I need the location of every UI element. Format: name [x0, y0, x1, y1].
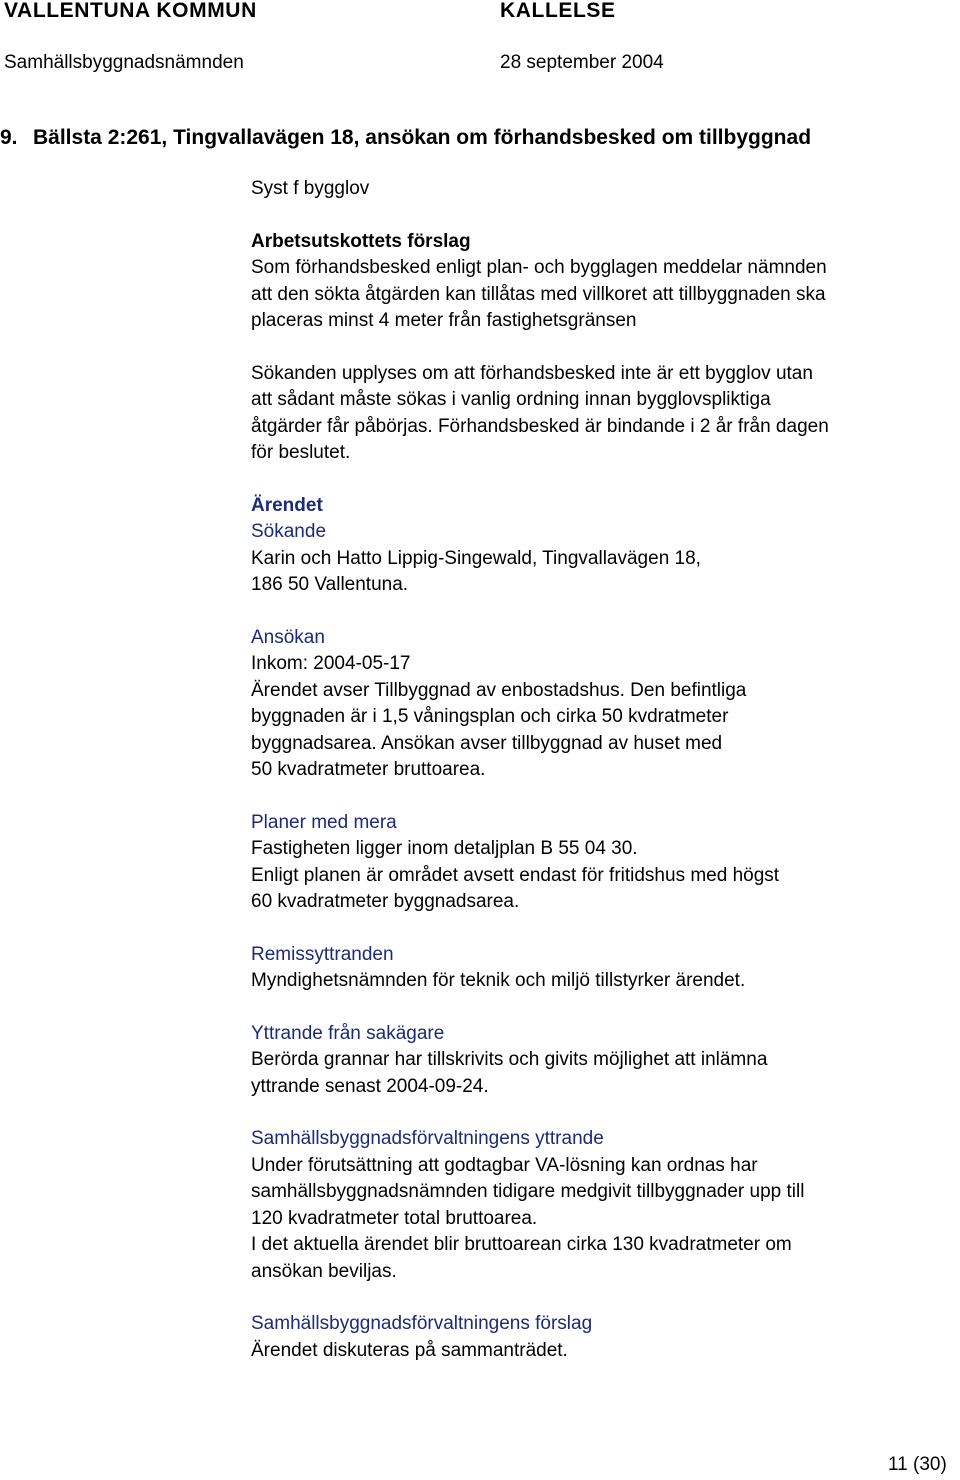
plans-line: 60 kvadratmeter byggnadsarea. — [251, 891, 520, 912]
admin-statement-line: samhällsbyggnadsnämnden tidigare medgivit tillbyggnader upp till — [251, 1181, 805, 1202]
header-organization: VALLENTUNA KOMMUN — [4, 0, 257, 22]
item-title: Bällsta 2:261, Tingvallavägen 18, ansökan om förhandsbesked om tillbyggnad — [33, 126, 812, 149]
proposal-heading: Arbetsutskottets förslag — [251, 230, 471, 252]
application-line: Ärendet avser Tillbyggnad av enbostadshus. Den befintliga — [251, 679, 747, 701]
neighbours-line: yttrande senast 2004-09-24. — [251, 1075, 489, 1097]
item-body — [251, 176, 951, 1364]
neighbours-line: Berörda grannar har tillskrivits och givits möjlighet att inlämna — [251, 1049, 768, 1070]
proposal-line: placeras minst 4 meter från fastighetsgränsen — [251, 310, 637, 331]
handler: Syst f bygglov — [251, 178, 370, 199]
application-line: byggnaden är i 1,5 våningsplan och cirka 50 kvdratmeter — [251, 706, 729, 727]
admin-statement-line: 120 kvadratmeter total bruttoarea. — [251, 1207, 538, 1229]
proposal-info-line: att sådant måste sökas i vanlig ordning innan bygglovspliktiga — [251, 389, 771, 410]
application-line: byggnadsarea. Ansökan avser tillbyggnad av huset med — [251, 732, 723, 754]
application-label: Ansökan — [251, 626, 325, 648]
matter-heading: Ärendet — [251, 494, 323, 516]
proposal-line: Som förhandsbesked enligt plan- och bygglagen meddelar nämnden — [251, 257, 827, 278]
applicant-line: 186 50 Vallentuna. — [251, 574, 409, 595]
application-line: Inkom: 2004-05-17 — [251, 653, 411, 674]
plans-line: Enligt planen är området avsett endast för fritidshus med högst — [251, 864, 780, 886]
application-line: 50 kvadratmeter bruttoarea. — [251, 759, 486, 780]
admin-statement-line: ansökan beviljas. — [251, 1260, 397, 1282]
neighbours-label: Yttrande från sakägare — [251, 1022, 445, 1044]
plans-line: Fastigheten ligger inom detaljplan B 55 04 30. — [251, 838, 638, 859]
page-number: 11 (30) — [888, 1454, 947, 1475]
admin-statement-line: Under förutsättning att godtagbar VA-lösning kan ordnas har — [251, 1154, 758, 1176]
admin-proposal-line: Ärendet diskuteras på sammanträdet. — [251, 1339, 568, 1361]
proposal-info-line: för beslutet. — [251, 442, 351, 463]
header-document-type: KALLELSE — [500, 0, 616, 22]
admin-proposal-label: Samhällsbyggnadsförvaltningens förslag — [251, 1313, 593, 1334]
applicant-label: Sökande — [251, 521, 327, 542]
item-number: 9. — [0, 126, 18, 149]
proposal-info-line: åtgärder får påbörjas. Förhandsbesked är bindande i 2 år från dagen — [251, 415, 829, 437]
admin-statement-label: Samhällsbyggnadsförvaltningens yttrande — [251, 1128, 604, 1149]
proposal-line: att den sökta åtgärden kan tillåtas med villkoret att tillbyggnaden ska — [251, 283, 826, 305]
referral-label: Remissyttranden — [251, 943, 394, 965]
header-board: Samhällsbyggnadsnämnden — [4, 52, 244, 73]
header-date: 28 september 2004 — [500, 52, 664, 73]
proposal-info-line: Sökanden upplyses om att förhandsbesked inte är ett bygglov utan — [251, 362, 813, 384]
item-heading — [0, 126, 811, 150]
applicant-line: Karin och Hatto Lippig-Singewald, Tingvallavägen 18, — [251, 547, 701, 569]
referral-line: Myndighetsnämnden för teknik och miljö tillstyrker ärendet. — [251, 970, 746, 991]
admin-statement-line: I det aktuella ärendet blir bruttoarean cirka 130 kvadratmeter om — [251, 1234, 792, 1255]
plans-label: Planer med mera — [251, 811, 397, 833]
